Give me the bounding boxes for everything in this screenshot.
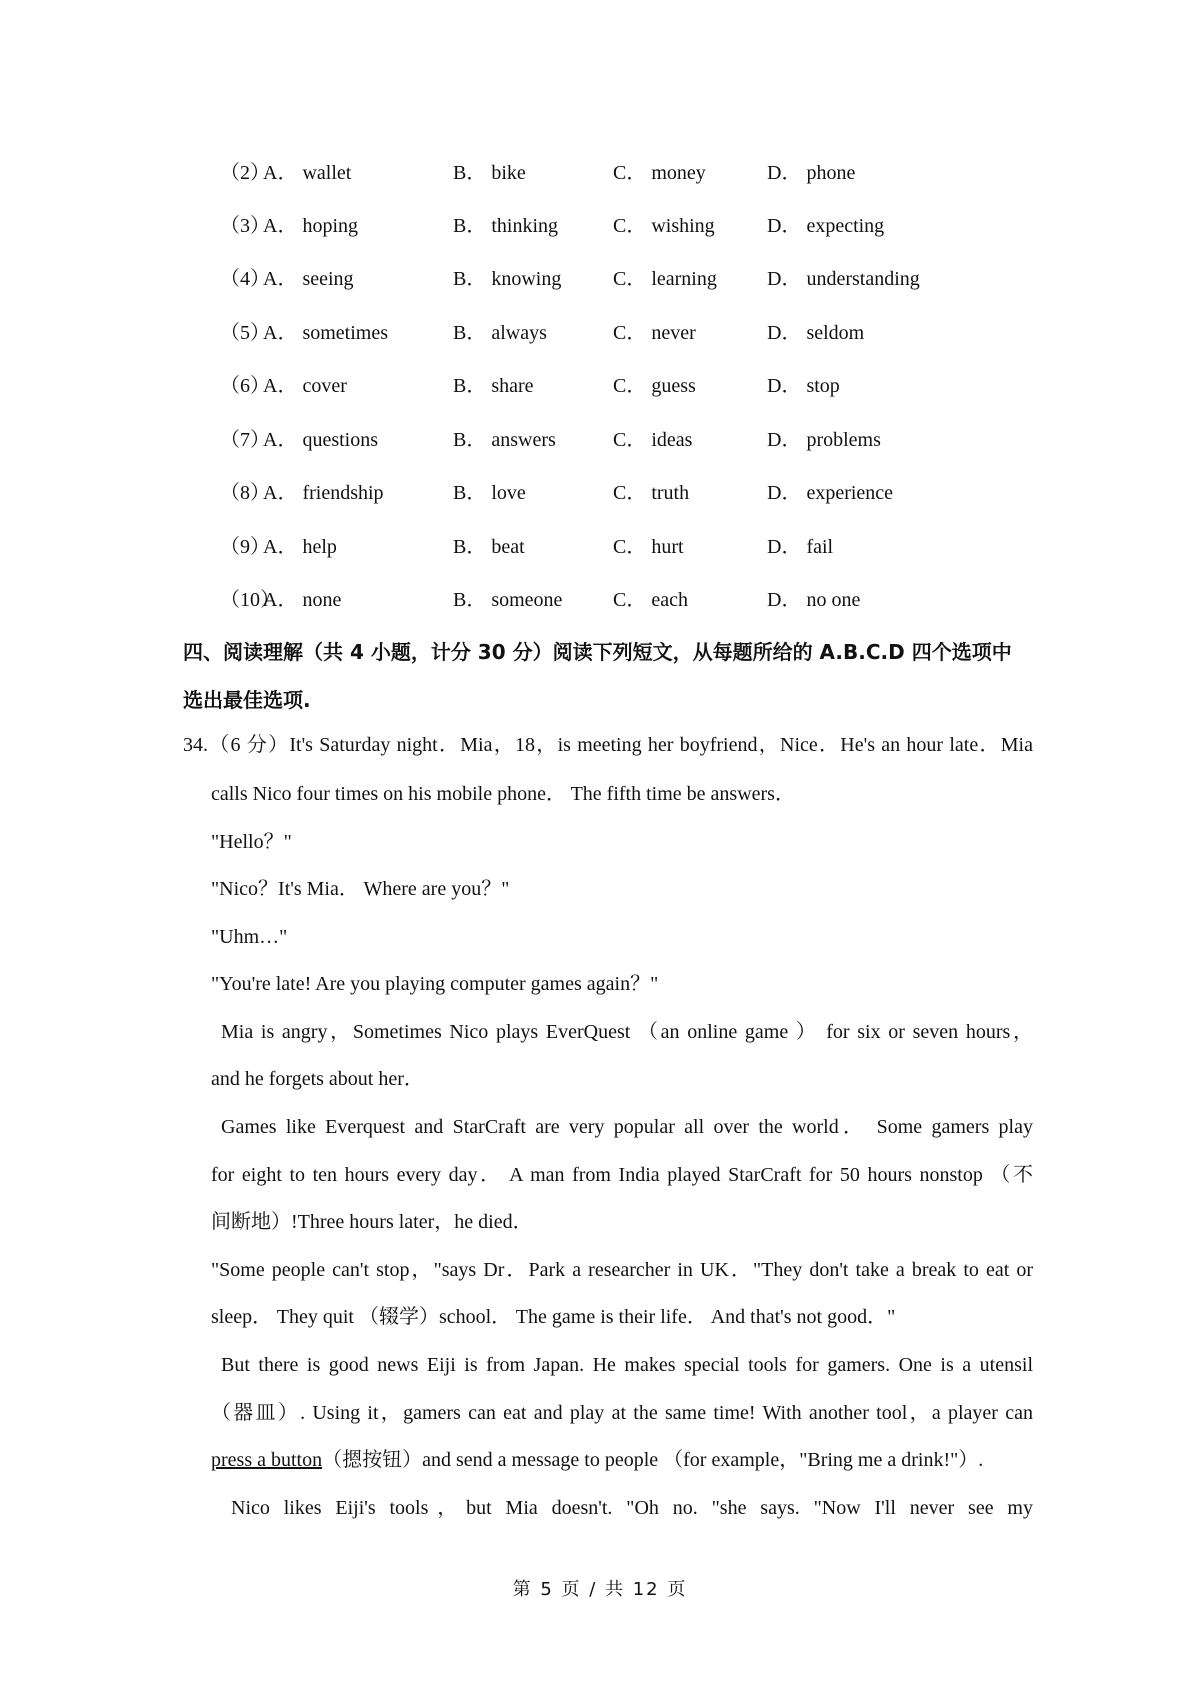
option-number: （3） xyxy=(220,215,270,237)
passage-line: （器皿）. Using it，gamers can eat and play at the same time! With another tool，a player can xyxy=(211,1402,1033,1424)
passage-line: and he forgets about her． xyxy=(211,1068,424,1090)
option-c: C． wishing xyxy=(613,215,715,237)
option-a: A． friendship xyxy=(263,482,384,504)
option-a: A． questions xyxy=(263,429,378,451)
option-c: C． guess xyxy=(613,375,696,397)
option-d: D． phone xyxy=(767,162,856,184)
underlined-phrase: press a button xyxy=(211,1449,323,1471)
passage-line: "Some people can't stop，"says Dr．Park a researcher in UK．"They don't take a break to eat or xyxy=(211,1259,1033,1281)
option-c: C． each xyxy=(613,589,688,611)
passage-line xyxy=(211,1437,983,1485)
passage-line: Games like Everquest and StarCraft are very popular all over the world． Some gamers play xyxy=(221,1116,1033,1138)
option-a: A． wallet xyxy=(263,162,352,184)
option-d: D． problems xyxy=(767,429,881,451)
option-a: A． none xyxy=(263,589,342,611)
option-b: B． bike xyxy=(453,162,526,184)
passage-line: Mia is angry，Sometimes Nico plays EverQuest （an online game ） for six or seven hours， xyxy=(221,1021,1033,1043)
passage-line: calls Nico four times on his mobile phone． The fifth time be answers． xyxy=(211,783,795,805)
option-c: C． hurt xyxy=(613,536,684,558)
passage-line: sleep． They quit （辍学）school． The game is their life． And that's not good．" xyxy=(211,1306,896,1328)
option-a: A． seeing xyxy=(263,268,354,290)
option-d: D． understanding xyxy=(767,268,920,290)
passage-line: for eight to ten hours every day． A man from India played StarCraft for 50 hours nonstop （不 xyxy=(211,1164,1033,1186)
option-number: （6） xyxy=(220,375,270,397)
option-a: A． hoping xyxy=(263,215,358,237)
passage-line: But there is good news Eiji is from Japan. He makes special tools for gamers. One is a utensil xyxy=(221,1354,1033,1376)
option-c: C． never xyxy=(613,322,696,344)
option-number: （8） xyxy=(220,482,270,504)
passage-line: Nico likes Eiji's tools，but Mia doesn't. "Oh no. "she says. "Now I'll never see my xyxy=(231,1497,1033,1519)
option-c: C． learning xyxy=(613,268,717,290)
option-a: A． help xyxy=(263,536,337,558)
option-d: D． stop xyxy=(767,375,840,397)
passage-line-rest: （摁按钮）and send a message to people （for example，"Bring me a drink!"）. xyxy=(322,1449,984,1471)
page-footer: 第 5 页 / 共 12 页 xyxy=(512,1579,688,1600)
passage-line: 34.（6 分）It's Saturday night．Mia，18，is meeting her boyfriend，Nice．He's an hour late．Mia xyxy=(183,734,1033,756)
option-number: （4） xyxy=(220,268,270,290)
option-b: B． knowing xyxy=(453,268,562,290)
option-a: A． cover xyxy=(263,375,347,397)
section-heading-line-1: 四、阅读理解（共 4 小题，计分 30 分）阅读下列短文，从每题所给的 A.B.C.D 四个选项中 xyxy=(183,640,1012,664)
section-heading-line-2: 选出最佳选项. xyxy=(183,688,311,712)
option-c: C． money xyxy=(613,162,706,184)
option-b: B． beat xyxy=(453,536,525,558)
option-d: D． no one xyxy=(767,589,861,611)
option-a: A． sometimes xyxy=(263,322,388,344)
option-b: B． thinking xyxy=(453,215,559,237)
passage-line: "Hello？" xyxy=(211,831,292,853)
option-d: D． expecting xyxy=(767,215,885,237)
option-c: C． truth xyxy=(613,482,690,504)
option-number: （7） xyxy=(220,429,270,451)
option-b: B． answers xyxy=(453,429,556,451)
option-b: B． share xyxy=(453,375,534,397)
option-b: B． someone xyxy=(453,589,563,611)
option-number: （2） xyxy=(220,162,270,184)
option-c: C． ideas xyxy=(613,429,693,451)
option-b: B． always xyxy=(453,322,547,344)
option-d: D． seldom xyxy=(767,322,865,344)
option-d: D． fail xyxy=(767,536,834,558)
passage-line: 间断地）!Three hours later，he died． xyxy=(211,1211,533,1233)
option-d: D． experience xyxy=(767,482,894,504)
option-number: （10） xyxy=(220,589,280,611)
passage-line: "You're late! Are you playing computer games again？" xyxy=(211,973,659,995)
option-number: （5） xyxy=(220,322,270,344)
section-heading xyxy=(183,628,1033,724)
passage-line: "Nico？It's Mia． Where are you？" xyxy=(211,878,510,900)
option-b: B． love xyxy=(453,482,526,504)
option-number: （9） xyxy=(220,536,270,558)
passage-line: "Uhm…" xyxy=(211,926,288,948)
